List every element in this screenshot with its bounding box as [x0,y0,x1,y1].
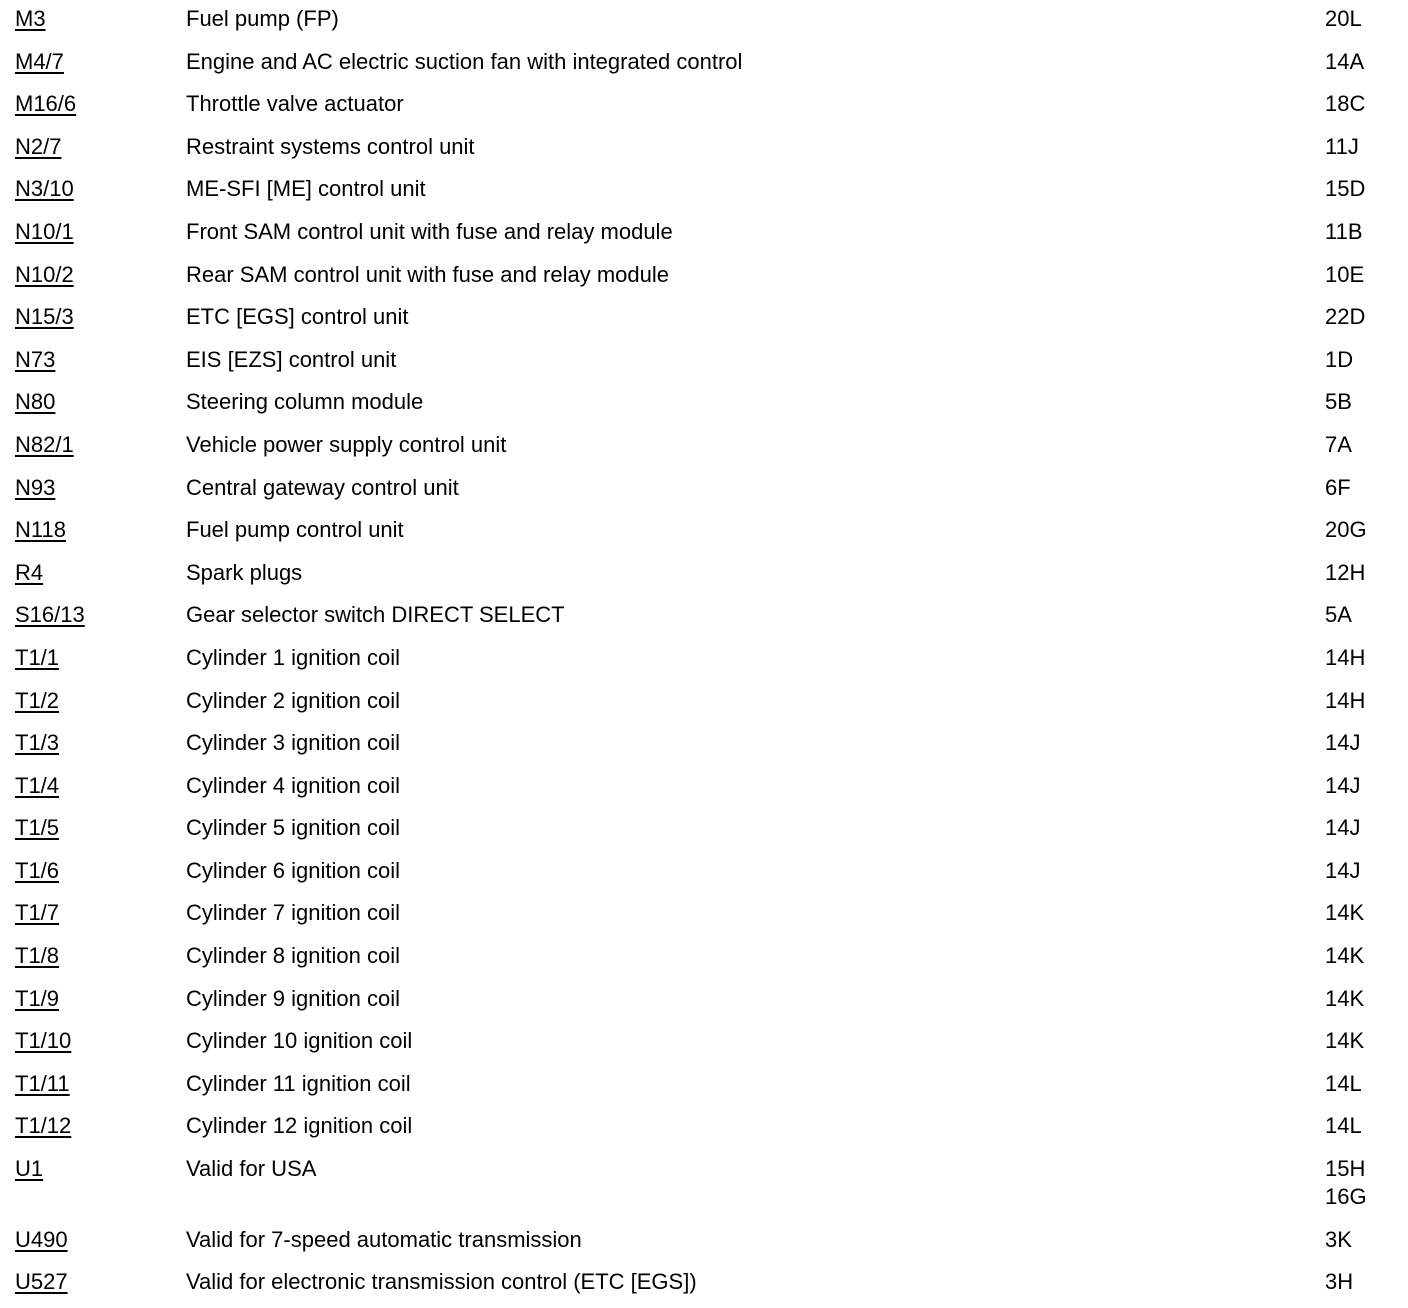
legend-row [0,85,1408,128]
grid-location [1325,5,1362,33]
legend-row [0,1263,1408,1306]
grid-location [1325,814,1360,842]
legend-row [0,682,1408,725]
grid-location [1325,687,1365,715]
grid-location [1325,1155,1367,1211]
grid-location-value: 14K [1325,943,1365,969]
component-description: Cylinder 2 ignition coil [186,687,400,713]
grid-location [1325,1070,1362,1098]
grid-location-value: 14K [1325,900,1365,926]
legend-row [0,639,1408,682]
component-code-link[interactable]: M4/7 [15,48,64,74]
grid-location [1325,899,1364,927]
legend-row [0,383,1408,426]
legend-row [0,809,1408,852]
component-description: Cylinder 9 ignition coil [186,985,400,1011]
component-code-link[interactable]: N80 [15,389,56,415]
grid-location-value: 14H [1325,644,1366,670]
component-description: Spark plugs [186,559,303,585]
grid-location [1325,218,1363,246]
grid-location-value: 14J [1325,772,1361,798]
component-code-link[interactable]: M16/6 [15,91,77,117]
legend-row [0,1150,1408,1221]
grid-location-value: 20G [1325,517,1367,543]
grid-location [1325,346,1353,374]
legend-row [0,1022,1408,1065]
grid-location-value: 20L [1325,6,1362,31]
component-code-link[interactable]: T1/1 [15,644,60,670]
grid-location-value: 6F [1325,474,1351,500]
component-code-link[interactable]: N2/7 [15,133,62,159]
component-code-link[interactable]: T1/10 [15,1028,72,1054]
grid-location [1325,772,1360,800]
component-code-link[interactable]: T1/2 [15,687,60,713]
grid-location [1325,133,1359,161]
component-code-link[interactable]: N93 [15,474,56,500]
legend-row [0,0,1408,43]
component-description: Gear selector switch DIRECT SELECT [186,602,565,628]
legend-row [0,128,1408,171]
component-description: Cylinder 7 ignition coil [186,900,400,926]
component-code-link[interactable]: R4 [15,559,44,585]
grid-location-value: 14J [1325,815,1361,841]
component-code-link[interactable]: N10/1 [15,218,74,244]
component-description: Cylinder 1 ignition coil [186,644,400,670]
grid-location [1325,559,1365,587]
legend-row [0,170,1408,213]
component-code-link[interactable]: N118 [15,517,66,543]
legend-row [0,341,1408,384]
component-code-link[interactable]: M3 [15,6,46,31]
grid-location-value: 18C [1325,91,1366,117]
grid-location [1325,175,1365,203]
grid-location-value: 7A [1325,431,1352,457]
grid-location [1325,985,1364,1013]
legend-row [0,1221,1408,1264]
grid-location-value: 14K [1325,985,1365,1011]
grid-location [1325,474,1351,502]
component-description: Fuel pump (FP) [186,6,339,31]
grid-location [1325,90,1365,118]
component-code-link[interactable]: T1/12 [15,1113,72,1139]
grid-location-value: 14A [1325,48,1365,74]
component-description: Valid for electronic transmission control (ETC [EGS]) [186,1269,697,1295]
component-description: EIS [EZS] control unit [186,346,397,372]
component-description: Cylinder 4 ignition coil [186,772,400,798]
component-description: Front SAM control unit with fuse and relay module [186,218,673,244]
grid-location-value: 14J [1325,730,1361,756]
grid-location-value: 5A [1325,602,1352,628]
component-description: ME-SFI [ME] control unit [186,176,426,202]
component-code-link[interactable]: N10/2 [15,261,74,287]
grid-location-value: 15H [1325,1156,1366,1182]
component-description: Valid for USA [186,1156,317,1182]
component-description: Engine and AC electric suction fan with integrated control [186,48,743,74]
grid-location [1325,601,1352,629]
grid-location-value: 22D [1325,304,1366,330]
component-code-link[interactable]: U1 [15,1156,44,1182]
component-code-link[interactable]: T1/4 [15,772,60,798]
component-description: Cylinder 10 ignition coil [186,1028,413,1054]
component-code-link[interactable]: N73 [15,346,56,372]
grid-location [1325,516,1367,544]
grid-location-value: 14J [1325,857,1361,883]
grid-location [1325,261,1364,289]
grid-location [1325,431,1352,459]
grid-location-value: 14K [1325,1028,1365,1054]
component-description: Vehicle power supply control unit [186,431,507,457]
grid-location [1325,857,1360,885]
component-code-link[interactable]: T1/3 [15,730,60,756]
grid-location [1325,1226,1352,1254]
grid-location-value: 10E [1325,261,1365,287]
grid-location [1325,729,1360,757]
grid-location-value: 15D [1325,176,1366,202]
component-description: Cylinder 11 ignition coil [186,1070,411,1096]
component-description: Cylinder 6 ignition coil [186,857,400,883]
component-code-link[interactable]: N82/1 [15,431,74,457]
component-code-link[interactable]: N15/3 [15,304,74,330]
grid-location-value: 3H [1325,1269,1354,1295]
legend-row [0,554,1408,597]
component-description: ETC [EGS] control unit [186,304,409,330]
grid-location [1325,388,1352,416]
grid-location-value: 3K [1325,1226,1352,1252]
component-code-link[interactable]: U490 [15,1226,68,1252]
legend-row [0,298,1408,341]
component-code-link[interactable]: T1/6 [15,857,60,883]
grid-location [1325,48,1364,76]
grid-location [1325,1268,1353,1296]
legend-row [0,767,1408,810]
grid-location [1325,644,1365,672]
grid-location-value: 12H [1325,559,1366,585]
component-code-link[interactable]: N3/10 [15,176,74,202]
legend-row [0,1107,1408,1150]
component-description: Cylinder 3 ignition coil [186,730,400,756]
legend-row [0,43,1408,86]
legend-row [0,511,1408,554]
component-description: Cylinder 12 ignition coil [186,1113,413,1139]
component-description: Central gateway control unit [186,474,459,500]
legend-row [0,596,1408,639]
grid-location-value: 14L [1325,1070,1362,1096]
legend-row [0,937,1408,980]
grid-location [1325,1027,1364,1055]
grid-location [1325,1112,1362,1140]
component-description: Valid for 7-speed automatic transmission [186,1226,582,1252]
legend-row [0,724,1408,767]
grid-location-value: 11B [1325,218,1363,244]
component-description: Cylinder 5 ignition coil [186,815,400,841]
grid-location-value: 1D [1325,346,1354,372]
component-description: Rear SAM control unit with fuse and relay module [186,261,670,287]
component-description: Steering column module [186,389,424,415]
component-code-link[interactable]: T1/8 [15,943,60,969]
component-code-link[interactable]: T1/11 [15,1070,70,1096]
component-description: Throttle valve actuator [186,91,404,117]
grid-location-value: 11J [1325,133,1359,159]
legend-row [0,213,1408,256]
component-code-link[interactable]: T1/7 [15,900,60,926]
legend-row [0,426,1408,469]
legend-row [0,894,1408,937]
grid-location-value: 14L [1325,1113,1362,1139]
component-code-link[interactable]: S16/13 [15,602,85,628]
legend-row [0,1065,1408,1108]
grid-location [1325,942,1364,970]
grid-location-value: 16G [1325,1184,1367,1210]
legend-row [0,852,1408,895]
grid-location-value: 5B [1325,389,1352,415]
component-description: Restraint systems control unit [186,133,475,159]
grid-location [1325,303,1365,331]
component-code-link[interactable]: U527 [15,1269,68,1295]
legend-row [0,256,1408,299]
component-description: Cylinder 8 ignition coil [186,943,400,969]
component-description: Fuel pump control unit [186,517,404,543]
legend-row [0,980,1408,1023]
component-code-link[interactable]: T1/9 [15,985,60,1011]
legend-row [0,469,1408,512]
grid-location-value: 14H [1325,687,1366,713]
component-code-link[interactable]: T1/5 [15,815,60,841]
